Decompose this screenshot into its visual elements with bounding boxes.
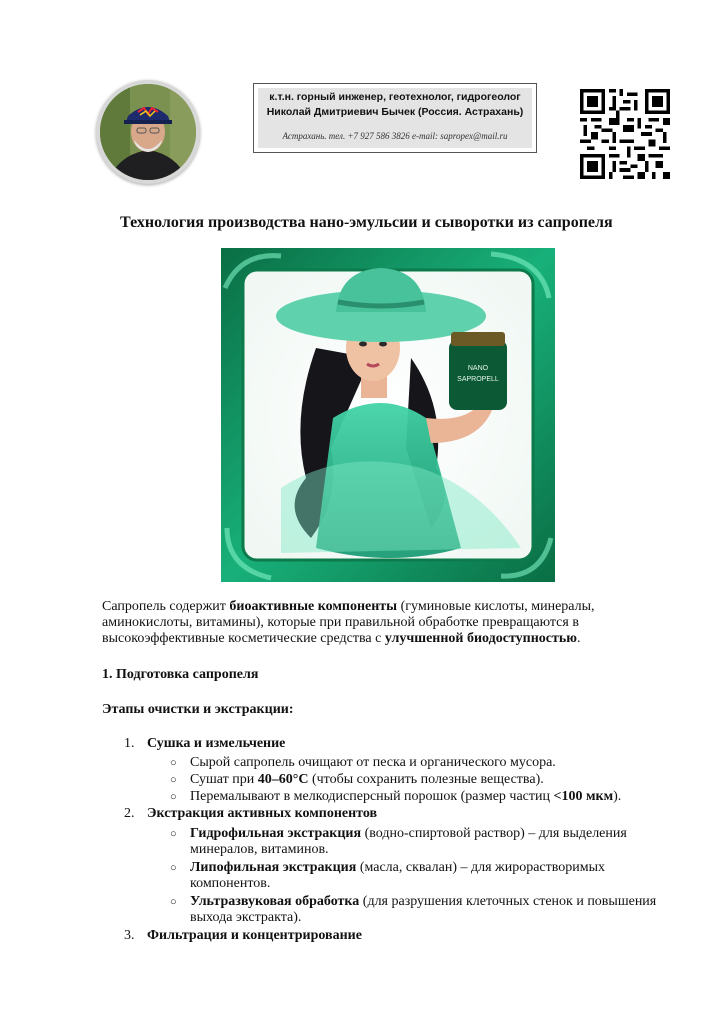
bullet-text-post: (водно-спиртовой раствор) – для выделения минералов, витаминов. bbox=[190, 826, 627, 857]
bullet-text-post: (масла, сквалан) – для жирорастворимых компонентов. bbox=[190, 860, 606, 891]
list-item-title: Фильтрация и концентрирование bbox=[147, 928, 362, 943]
sub-list-item-text bbox=[190, 789, 660, 805]
sub-list-item-text bbox=[190, 826, 660, 858]
jar-label-line1: NANO bbox=[467, 365, 489, 372]
bullet-bold: 40–60°C bbox=[257, 772, 309, 787]
author-photo bbox=[96, 80, 200, 184]
intro-bold-1: биоактивные компоненты bbox=[229, 599, 398, 614]
list-item-title: Экстракция активных компонентов bbox=[147, 806, 378, 821]
author-name: Николай Дмитриевич Бычек (Россия. Астрахань) bbox=[266, 106, 524, 118]
author-info-box bbox=[253, 83, 537, 153]
hero-illustration bbox=[221, 248, 555, 582]
author-info-inner bbox=[258, 88, 532, 148]
woman-with-sapropel-jar-image bbox=[221, 248, 555, 582]
intro-text-1: Сапропель содержит bbox=[102, 599, 230, 614]
bullet-bold: Липофильная экстракция bbox=[190, 860, 357, 875]
hollow-bullet-icon: ○ bbox=[170, 896, 177, 908]
bullet-bold: Ультразвуковая обработка bbox=[190, 894, 360, 909]
bullet-text-post: ). bbox=[613, 789, 622, 804]
hollow-bullet-icon: ○ bbox=[170, 791, 177, 803]
section-1-heading: 1. Подготовка сапропеля bbox=[102, 667, 259, 682]
bullet-bold: Гидрофильная экстракция bbox=[190, 826, 362, 841]
bullet-text-post: (для разрушения клеточных стенок и повышения выхода экстракта). bbox=[190, 894, 657, 925]
bullet-text: Перемалывают в мелкодисперсный порошок (размер частиц bbox=[190, 789, 554, 804]
intro-bold-2: улучшенной биодоступностью bbox=[384, 631, 577, 646]
intro-text-3: . bbox=[576, 631, 581, 646]
document-title: Технология производства нано-эмульсии и сыворотки из сапропеля bbox=[120, 214, 613, 231]
author-contacts: Астрахань. тел. +7 927 586 3826 e-mail: sapropex@mail.ru bbox=[282, 131, 508, 141]
hollow-bullet-icon: ○ bbox=[170, 862, 177, 874]
sub-list-item-text bbox=[190, 860, 660, 892]
list-item-number: 3. bbox=[124, 928, 135, 943]
hollow-bullet-icon: ○ bbox=[170, 774, 177, 786]
bullet-text: Сырой сапропель очищают от песка и органического мусора. bbox=[190, 755, 556, 770]
sub-list-item-text bbox=[190, 755, 660, 771]
hollow-bullet-icon: ○ bbox=[170, 828, 177, 840]
qr-code bbox=[580, 89, 670, 179]
list-item-number: 2. bbox=[124, 806, 135, 821]
sub-list-item-text bbox=[190, 772, 660, 788]
bullet-text-post: (чтобы сохранить полезные вещества). bbox=[308, 772, 544, 787]
list-item-number: 1. bbox=[124, 736, 135, 751]
section-1-subheading: Этапы очистки и экстракции: bbox=[102, 702, 294, 717]
author-credentials: к.т.н. горный инженер, геотехнолог, гидрогеолог bbox=[269, 91, 521, 103]
intro-text-2: (гуминовые кислоты, минералы, аминокислоты, витамины), которые при правильной обработке превращаются в высокоэффективные косметические средства с bbox=[102, 599, 595, 646]
jar-label-line2: SAPROPELL bbox=[457, 376, 499, 383]
list-item-title: Сушка и измельчение bbox=[147, 736, 286, 751]
author-portrait-image bbox=[100, 84, 196, 180]
bullet-bold: <100 мкм bbox=[553, 789, 614, 804]
intro-paragraph bbox=[102, 599, 662, 647]
hollow-bullet-icon: ○ bbox=[170, 757, 177, 769]
sub-list-item-text bbox=[190, 894, 660, 926]
bullet-text: Сушат при bbox=[190, 772, 258, 787]
